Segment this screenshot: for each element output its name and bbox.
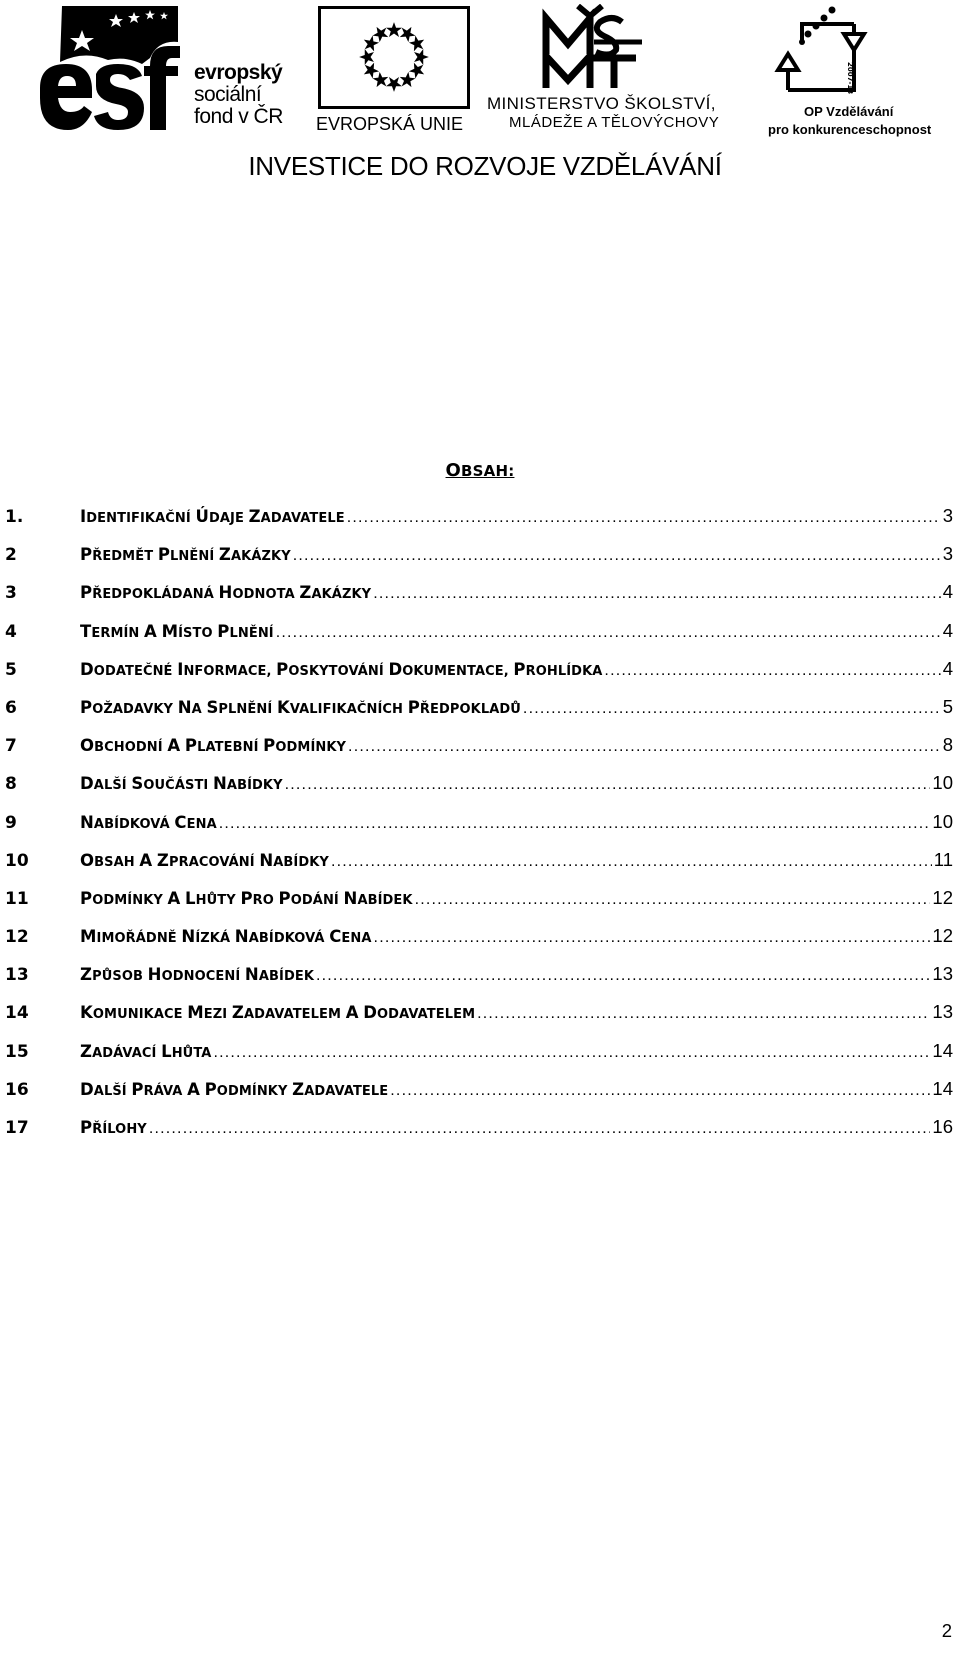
- toc-entry[interactable]: [5, 581, 953, 619]
- toc-dot-leader: [390, 1082, 930, 1100]
- toc-entry-number: 12: [5, 927, 29, 948]
- toc-entry-label[interactable]: MIMOŘÁDNĚ NÍZKÁ NABÍDKOVÁ CENA: [80, 927, 372, 947]
- toc-entry-number: 3: [5, 583, 17, 604]
- toc-entry-label[interactable]: TERMÍN A MÍSTO PLNĚNÍ: [80, 621, 274, 641]
- toc-dot-leader: [347, 509, 941, 527]
- toc-dot-leader: [276, 624, 941, 642]
- toc-dot-leader: [293, 547, 941, 565]
- toc-entry-label[interactable]: NABÍDKOVÁ CENA: [80, 812, 217, 832]
- toc-entry-page: 13: [932, 963, 953, 985]
- toc-entry-number: 1.: [5, 507, 24, 527]
- eu-logo: [316, 6, 476, 136]
- toc-entry-page: 4: [942, 581, 953, 603]
- toc-entry[interactable]: [5, 734, 953, 772]
- toc-dot-leader: [604, 662, 940, 680]
- toc-entry-number: 7: [5, 736, 17, 757]
- msmt-mark-icon: [486, 4, 756, 94]
- esf-line2: sociální: [194, 83, 262, 106]
- toc-entry-label[interactable]: ZPŮSOB HODNOCENÍ NABÍDEK: [80, 965, 314, 985]
- eu-label: EVROPSKÁ UNIE: [316, 114, 464, 134]
- toc-entry-label[interactable]: PŘEDMĚT PLNĚNÍ ZAKÁZKY: [80, 545, 291, 565]
- op-label-2: pro konkurenceschopnost: [768, 122, 932, 137]
- toc-entry-page: 12: [932, 925, 953, 947]
- toc-entry-number: 6: [5, 697, 17, 718]
- toc-entry-number: 5: [5, 659, 17, 680]
- toc-entry-number: 17: [5, 1118, 29, 1138]
- toc-dot-leader: [213, 1044, 930, 1062]
- toc-entry-page: 16: [932, 1116, 953, 1137]
- toc-entry-label[interactable]: POŽADAVKY NA SPLNĚNÍ KVALIFIKAČNÍCH PŘEDPOKLADŮ: [80, 697, 521, 717]
- toc-entry-label[interactable]: KOMUNIKACE MEZI ZADAVATELEM A DODAVATELEM: [80, 1003, 476, 1023]
- op-logo: [768, 4, 948, 139]
- msmt-label-1: MINISTERSTVO ŠKOLSTVÍ,: [487, 94, 716, 113]
- toc-dot-leader: [415, 891, 931, 909]
- toc-entry[interactable]: [5, 772, 953, 810]
- toc-entry-number: 10: [5, 850, 29, 871]
- toc-dot-leader: [331, 853, 932, 871]
- toc-entry-label[interactable]: PODMÍNKY A LHŮTY PRO PODÁNÍ NABÍDEK: [80, 888, 413, 908]
- toc-entry-number: 4: [5, 621, 17, 642]
- toc-entry[interactable]: [5, 620, 953, 658]
- toc-entry-label[interactable]: PŘÍLOHY: [80, 1118, 147, 1137]
- investice-tagline: INVESTICE DO ROZVOJE VZDĚLÁVÁNÍ: [248, 151, 722, 181]
- toc-entry[interactable]: [5, 925, 953, 963]
- msmt-logo: [486, 4, 756, 139]
- toc-entry-label[interactable]: IDENTIFIKAČNÍ ÚDAJE ZADAVATELE: [80, 507, 345, 526]
- toc-entry-page: 10: [932, 810, 953, 832]
- toc-entry-page: 11: [933, 848, 953, 870]
- toc-entry-label[interactable]: OBCHODNÍ A PLATEBNÍ PODMÍNKY: [80, 736, 347, 756]
- toc-dot-leader: [477, 1005, 930, 1023]
- toc-entry-page: 4: [942, 657, 953, 679]
- toc-entry[interactable]: [5, 696, 953, 734]
- toc-dot-leader: [374, 929, 931, 947]
- toc-dot-leader: [219, 815, 931, 833]
- logo-header: [0, 0, 960, 190]
- toc-entry-number: 11: [5, 888, 29, 909]
- toc-entry-page: 14: [932, 1039, 953, 1061]
- toc-entry-label[interactable]: DALŠÍ SOUČÁSTI NABÍDKY: [80, 774, 283, 794]
- toc-dot-leader: [348, 738, 941, 756]
- toc-dot-leader: [523, 700, 941, 718]
- toc-dot-leader: [373, 585, 941, 603]
- toc-entry-page: 10: [932, 772, 953, 794]
- toc-entry-page: 3: [942, 543, 953, 565]
- toc-entry-label[interactable]: OBSAH A ZPRACOVÁNÍ NABÍDKY: [80, 850, 329, 870]
- toc-entry-page: 8: [942, 734, 953, 756]
- toc-entry-number: 14: [5, 1003, 29, 1024]
- table-of-contents: [5, 505, 953, 1154]
- esf-mark-icon: [38, 6, 188, 136]
- toc-entry-page: 3: [942, 505, 953, 526]
- op-years: 2007-13: [846, 62, 854, 95]
- toc-entry[interactable]: [5, 963, 953, 1001]
- toc-entry-label[interactable]: PŘEDPOKLÁDANÁ HODNOTA ZAKÁZKY: [80, 583, 372, 603]
- toc-entry-label[interactable]: ZADÁVACÍ LHŮTA: [80, 1041, 212, 1061]
- toc-entry[interactable]: [5, 1001, 953, 1039]
- op-mark-icon: [768, 4, 948, 104]
- toc-title: OBSAH:: [445, 460, 515, 481]
- toc-entry-number: 13: [5, 965, 29, 986]
- toc-entry-number: 15: [5, 1041, 29, 1062]
- toc-entry-number: 8: [5, 774, 17, 795]
- esf-text: [194, 62, 283, 128]
- toc-entry-page: 14: [932, 1077, 953, 1099]
- toc-entry-page: 5: [942, 695, 953, 717]
- toc-entry[interactable]: [5, 887, 953, 925]
- op-label-1: OP Vzdělávání: [804, 104, 894, 119]
- toc-entry-page: 13: [932, 1001, 953, 1023]
- toc-dot-leader: [285, 776, 931, 794]
- toc-entry[interactable]: [5, 1040, 953, 1078]
- toc-entry-number: 9: [5, 812, 17, 833]
- toc-entry-number: 16: [5, 1079, 29, 1100]
- toc-entry[interactable]: [5, 849, 953, 887]
- esf-line1: evropský: [194, 61, 283, 84]
- esf-line3: fond v ČR: [194, 105, 283, 128]
- toc-entry-page: 12: [932, 886, 953, 908]
- toc-entry[interactable]: [5, 658, 953, 696]
- toc-dot-leader: [149, 1120, 931, 1138]
- toc-dot-leader: [316, 967, 930, 985]
- toc-entry-number: 2: [5, 545, 17, 566]
- esf-logo: [38, 6, 308, 136]
- page-number: 2: [941, 1620, 952, 1641]
- toc-entry-page: 4: [942, 619, 953, 641]
- msmt-label-2: MLÁDEŽE A TĚLOVÝCHOVY: [509, 114, 720, 131]
- toc-entry[interactable]: [5, 543, 953, 581]
- toc-entry[interactable]: [5, 505, 953, 543]
- toc-entry-label[interactable]: DODATEČNÉ INFORMACE, POSKYTOVÁNÍ DOKUMENTACE, PROHLÍDKA: [80, 659, 603, 679]
- toc-entry-label[interactable]: DALŠÍ PRÁVA A PODMÍNKY ZADAVATELE: [80, 1079, 389, 1099]
- toc-entry[interactable]: [5, 1078, 953, 1116]
- toc-entry[interactable]: [5, 811, 953, 849]
- eu-flag-icon: [318, 6, 470, 109]
- toc-entry[interactable]: [5, 1116, 953, 1154]
